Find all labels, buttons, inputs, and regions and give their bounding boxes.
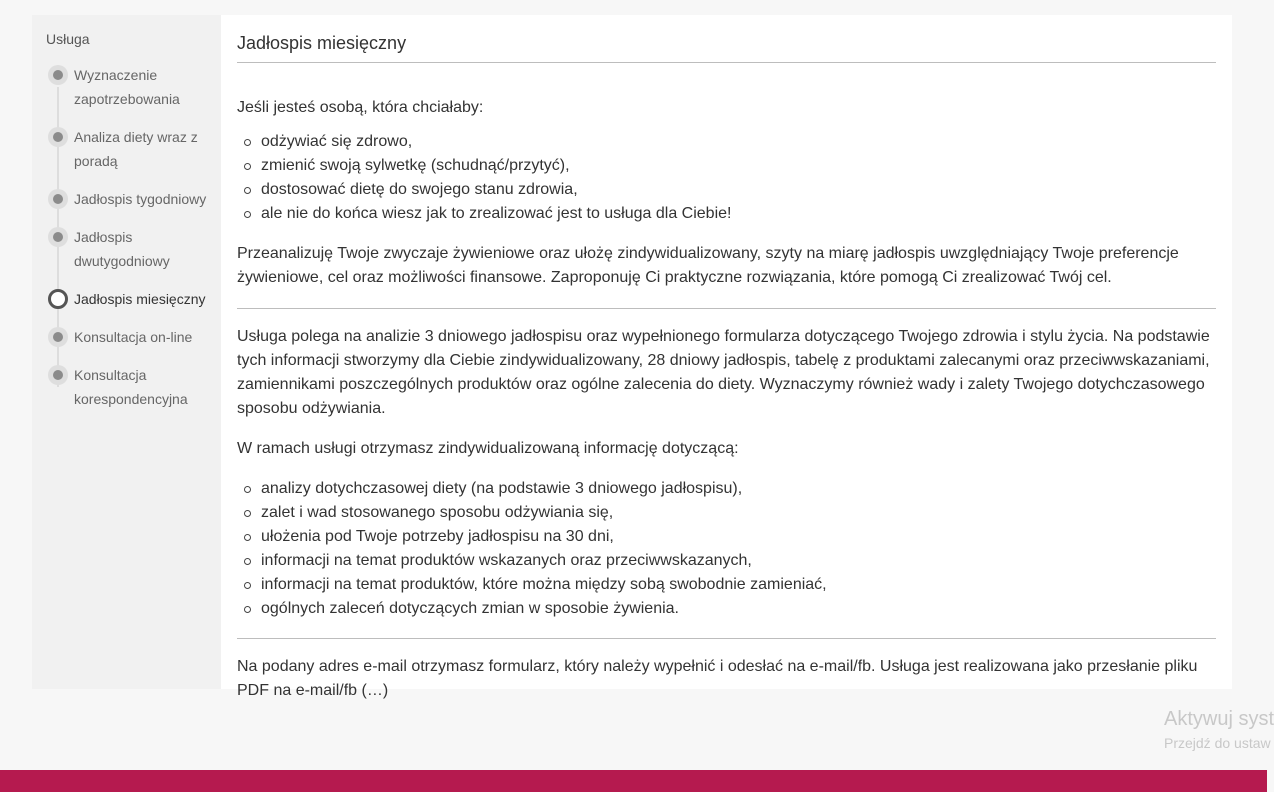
info-list <box>237 477 1216 621</box>
step-dot-icon <box>48 327 68 347</box>
paragraph-4: Na podany adres e-mail otrzymasz formularz, który należy wypełnić i odesłać na e-mail/fb. Usługa jest realizowana jako przesłanie pliku PDF na e-mail/fb (…) <box>237 658 1198 699</box>
list-item: informacji na temat produktów, które można między sobą swobodnie zamieniać, <box>261 573 1216 597</box>
step-active-dot-icon <box>48 289 68 309</box>
paragraph-1: Przeanalizuję Twoje zwyczaje żywieniowe oraz ułożę zindywidualizowany, szyty na miarę jadłospis uwzględniający Twoje preferencje żywieniowe, cel oraz możliwości finansowe. Zaproponuję Ci praktyczne rozwiązania, które pomogą Ci zrealizować Twój cel. <box>237 245 1179 286</box>
step-analiza-diety[interactable] <box>46 125 218 173</box>
sidebar-title: Usługa <box>46 31 90 47</box>
step-jadlospis-dwutygodniowy[interactable] <box>46 225 218 273</box>
list-item: informacji na temat produktów wskazanych oraz przeciwwskazanych, <box>261 549 1216 573</box>
intro-list <box>237 130 1216 226</box>
step-konsultacja-online[interactable] <box>46 325 218 349</box>
service-steps <box>46 63 218 425</box>
step-jadlospis-miesieczny[interactable] <box>46 287 218 311</box>
list-item: analizy dotychczasowej diety (na podstawie 3 dniowego jadłospisu), <box>261 477 1216 501</box>
step-konsultacja-korespondencyjna[interactable] <box>46 363 218 411</box>
list-item: dostosować dietę do swojego stanu zdrowia, <box>261 178 1216 202</box>
divider <box>237 308 1216 309</box>
service-sidebar <box>32 15 221 689</box>
paragraph-3: W ramach usługi otrzymasz zindywidualizowaną informację dotyczącą: <box>237 440 739 457</box>
list-item: ale nie do końca wiesz jak to zrealizować jest to usługa dla Ciebie! <box>261 202 1216 226</box>
step-wyznaczenie-zapotrzebowania[interactable] <box>46 63 218 111</box>
service-content-inner <box>237 15 1216 703</box>
divider <box>237 62 1216 63</box>
list-item: zalet i wad stosowanego sposobu odżywiania się, <box>261 501 1216 525</box>
list-item: odżywiać się zdrowo, <box>261 130 1216 154</box>
windows-activation-link[interactable]: Przejdź do ustaw <box>1164 735 1271 751</box>
page-title: Jadłospis miesięczny <box>237 33 407 53</box>
step-label: Analiza diety wraz z poradą <box>74 129 198 169</box>
service-content <box>221 15 1232 699</box>
list-item: ułożenia pod Twoje potrzeby jadłospisu na 30 dni, <box>261 525 1216 549</box>
step-label: Jadłospis dwutygodniowy <box>74 229 170 269</box>
step-dot-icon <box>48 227 68 247</box>
paragraph-2: Usługa polega na analizie 3 dniowego jadłospisu oraz wypełnionego formularza dotyczącego Twojego zdrowia i stylu życia. Na podstawie tych informacji stworzymy dla Ciebie zindywidualizowany, 28 dniowy jadłospis, tabelę z produktami zalecanymi oraz przeciwwskazaniami, zamiennikami poszczególnych produktów oraz ogólne zalecenia do diety. Wyznaczymy również wady i zalety Twojego dotychczasowego sposobu odżywiania. <box>237 328 1210 417</box>
list-item: ogólnych zaleceń dotyczących zmian w sposobie żywienia. <box>261 597 1216 621</box>
step-label: Jadłospis tygodniowy <box>74 191 207 207</box>
step-dot-icon <box>48 189 68 209</box>
divider <box>237 638 1216 639</box>
windows-activation-title: Aktywuj syst <box>1164 708 1274 730</box>
step-jadlospis-tygodniowy[interactable] <box>46 187 218 211</box>
step-dot-icon <box>48 127 68 147</box>
step-dot-icon <box>48 365 68 385</box>
step-label: Jadłospis miesięczny <box>74 291 206 307</box>
step-dot-icon <box>48 65 68 85</box>
list-item: zmienić swoją sylwetkę (schudnąć/przytyć), <box>261 154 1216 178</box>
step-label: Konsultacja on-line <box>74 329 193 345</box>
step-label: Wyznaczenie zapotrzebowania <box>74 67 180 107</box>
intro-text: Jeśli jesteś osobą, która chciałaby: <box>237 99 484 116</box>
bottom-accent-bar <box>0 770 1267 792</box>
step-label: Konsultacja korespondencyjna <box>74 367 188 407</box>
